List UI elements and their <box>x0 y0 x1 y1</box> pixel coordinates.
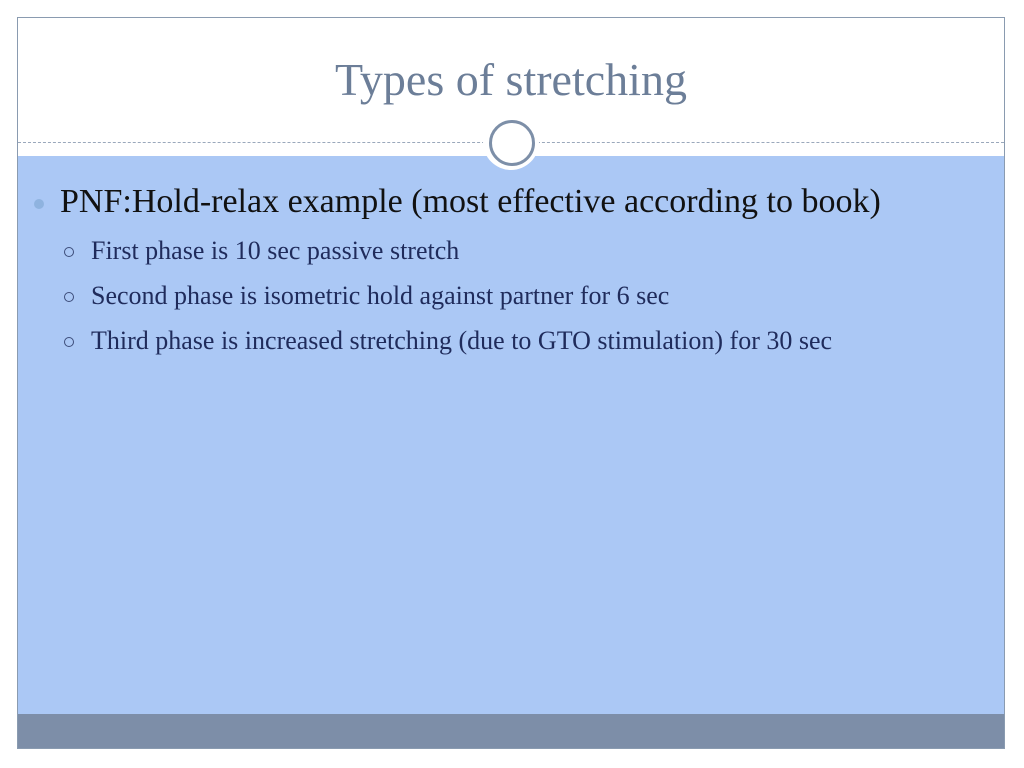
sub-bullet-item <box>34 324 969 358</box>
sub-bullet-list <box>34 234 969 358</box>
hollow-circle-bullet-icon <box>64 247 74 257</box>
slide <box>17 17 1005 749</box>
sub-bullet-group <box>34 234 969 358</box>
sub-bullet-item <box>34 279 969 313</box>
hollow-circle-bullet-icon <box>64 337 74 347</box>
ring-ornament-icon <box>483 114 539 170</box>
sub-bullet-text: Third phase is increased stretching (due to GTO stimulation) for 30 sec <box>91 326 833 355</box>
sub-bullet-item <box>34 234 969 268</box>
bullet-list <box>34 180 969 369</box>
footer-bar <box>18 714 1004 748</box>
slide-title: Types of stretching <box>335 54 687 105</box>
filled-circle-bullet-icon <box>34 199 44 209</box>
bullet-item <box>34 180 969 224</box>
sub-bullet-text: Second phase is isometric hold against partner for 6 sec <box>91 281 670 310</box>
hollow-circle-bullet-icon <box>64 292 74 302</box>
bullet-text: PNF:Hold-relax example (most effective according to book) <box>60 183 881 220</box>
sub-bullet-text: First phase is 10 sec passive stretch <box>91 236 460 265</box>
